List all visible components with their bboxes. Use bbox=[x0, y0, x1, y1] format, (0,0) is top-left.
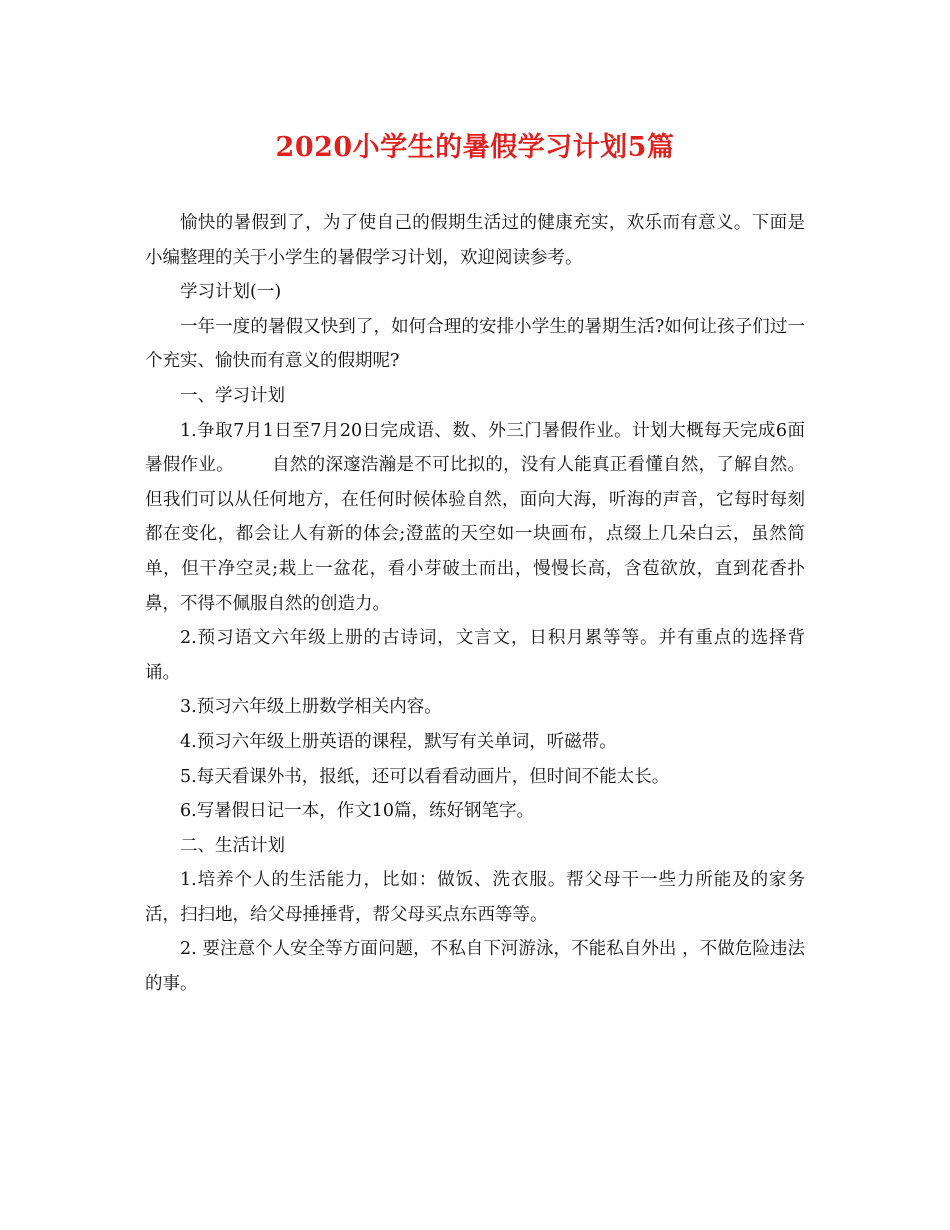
subheading-life-plan: 二、生活计划 bbox=[180, 835, 285, 856]
study-item-1 bbox=[145, 414, 805, 622]
study-item-5: 5.每天看课外书，报纸，还可以看看动画片，但时间不能太长。 bbox=[180, 766, 670, 787]
life-item-2: 2. 要注意个人安全等方面问题，不私自下河游泳，不能私自外出 ，不做危险违法的事。 bbox=[145, 939, 805, 995]
study-item-2: 2.预习语文六年级上册的古诗词，文言文，日积月累等等。并有重点的选择背诵。 bbox=[145, 628, 805, 683]
subheading-study-plan: 一、学习计划 bbox=[180, 385, 285, 406]
document-body bbox=[145, 206, 805, 1002]
nature-passage: 自然的深邃浩瀚是不可比拟的，没有人能真正看懂自然，了解自然。但我们可以从任何地方，在任何时候体验自然，面向大海，听海的声音，它每时每刻都在变化，都会让人有新的体会;澄蓝的天空如一块画布，点缀上几朵白云，虽然简单，但干净空灵;栽上一盆花，看小芽破土而出，慢慢长高，含苞欲放，直到花香扑鼻，不得不佩服自然的创造力。 bbox=[145, 455, 805, 614]
plan-1-intro-paragraph: 一年一度的暑假又快到了，如何合理的安排小学生的暑期生活?如何让孩子们过一个充实、愉快而有意义的假期呢? bbox=[145, 316, 805, 372]
study-item-1-text: 1.争取7月1日至7月20日完成语、数、外三门暑假作业。计划大概每天完成6面暑假作业。 bbox=[145, 420, 805, 476]
document-title: 2020小学生的暑假学习计划5篇 bbox=[275, 132, 675, 163]
study-item-3: 3.预习六年级上册数学相关内容。 bbox=[180, 697, 442, 718]
study-item-4: 4.预习六年级上册英语的课程，默写有关单词，听磁带。 bbox=[180, 731, 617, 752]
life-item-1: 1.培养个人的生活能力，比如：做饭、洗衣服。帮父母干一些力所能及的家务活，扫扫地，给父母捶捶背，帮父母买点东西等等。 bbox=[145, 870, 805, 925]
section-heading-plan-1: 学习计划(一) bbox=[180, 282, 282, 303]
study-item-6: 6.写暑假日记一本，作文10篇，练好钢笔字。 bbox=[180, 801, 534, 822]
intro-paragraph: 愉快的暑假到了，为了使自己的假期生活过的健康充实，欢乐而有意义。下面是小编整理的关于小学生的暑假学习计划，欢迎阅读参考。 bbox=[145, 213, 805, 268]
